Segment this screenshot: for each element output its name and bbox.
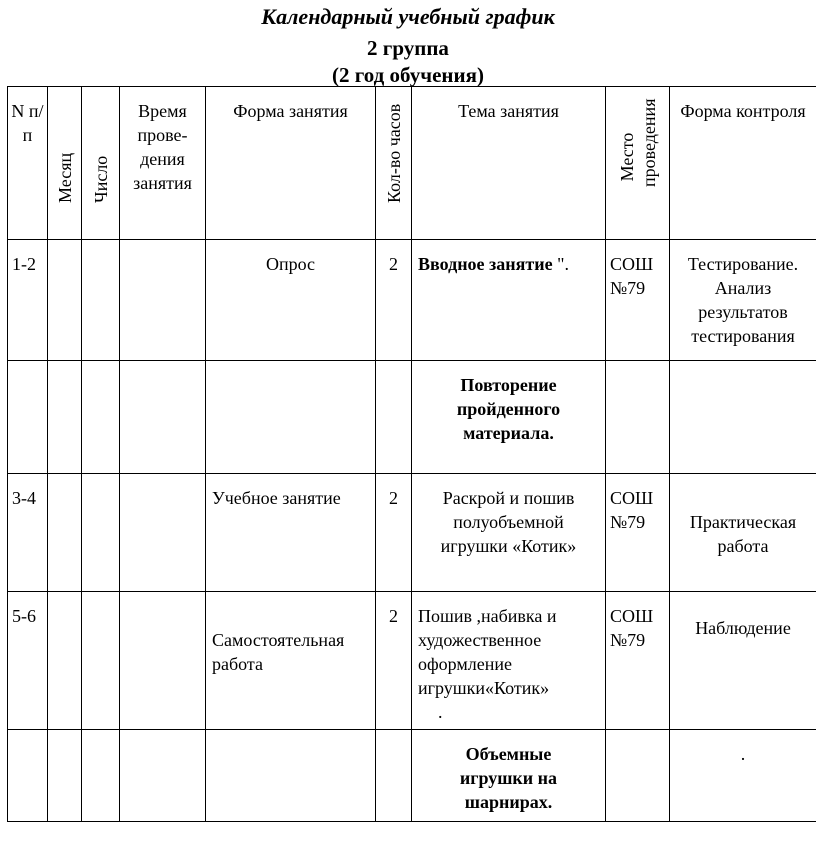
row-num: 1-2 (8, 240, 48, 361)
section-row (8, 730, 816, 822)
header-hours: Кол-во часов (376, 87, 412, 240)
document-title: Календарный учебный график (261, 4, 555, 29)
row-control: Практическая работа (670, 474, 816, 592)
header-row (8, 87, 816, 240)
row-num: 5-6 (8, 592, 48, 730)
table-row (8, 474, 816, 592)
row-topic: Раскрой и пошив полуобъемной игрушки «Котик» (412, 474, 606, 592)
header-time: Время прове-дения занятия (120, 87, 206, 240)
row-form: Опрос (206, 240, 376, 361)
header-day: Число (82, 87, 120, 240)
row-topic: Пошив ,набивка и художественное оформление игрушки«Котик» . (412, 592, 606, 730)
row-form: Самостоятельная работа (206, 592, 376, 730)
table-row (8, 240, 816, 361)
section-row (8, 361, 816, 474)
header-month: Месяц (48, 87, 82, 240)
header-place: Место проведения (606, 87, 670, 240)
row-num: 3-4 (8, 474, 48, 592)
row-topic: Вводное занятие ". (412, 240, 606, 361)
header-control: Форма контроля (670, 87, 816, 240)
header-topic: Тема занятия (412, 87, 606, 240)
row-control-dot: . (670, 730, 816, 822)
row-hours: 2 (376, 240, 412, 361)
row-place: СОШ №79 (606, 240, 670, 361)
row-form: Учебное занятие (206, 474, 376, 592)
row-control: Наблюдение (670, 592, 816, 730)
header-form: Форма занятия (206, 87, 376, 240)
row-hours: 2 (376, 474, 412, 592)
row-hours: 2 (376, 592, 412, 730)
row-place: СОШ №79 (606, 474, 670, 592)
schedule-table (7, 86, 816, 822)
header-num: N п/п (8, 87, 48, 240)
section-title: Повторение пройденного материала. (412, 361, 606, 474)
row-control: Тестирование. Анализ результатов тестирования (670, 240, 816, 361)
year-label: (2 год обучения) (332, 63, 484, 87)
section-title: Объемные игрушки на шарнирах. (412, 730, 606, 822)
table-row (8, 592, 816, 730)
group-label: 2 группа (367, 36, 449, 60)
row-place: СОШ №79 (606, 592, 670, 730)
